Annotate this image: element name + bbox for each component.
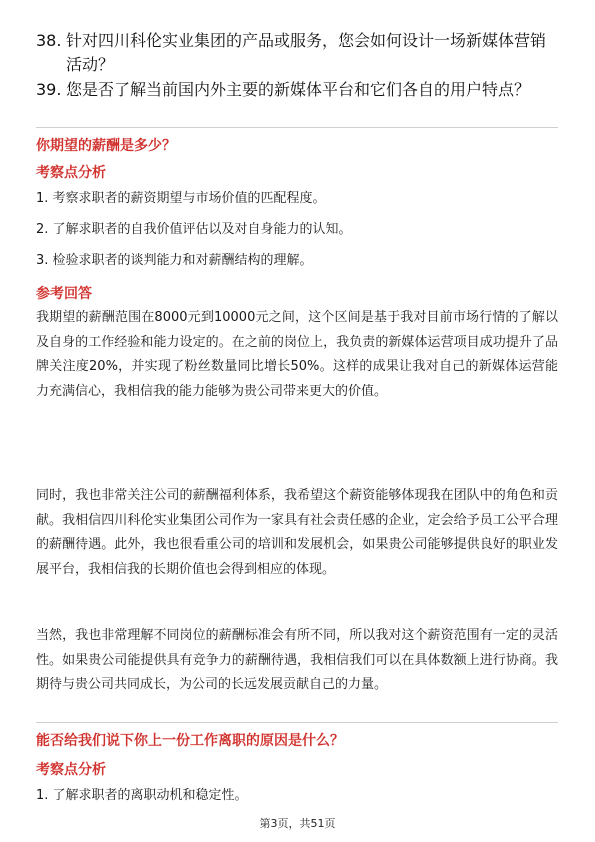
answer-paragraph: 同时，我也非常关注公司的薪酬福利体系，我希望这个薪资能够体现我在团队中的角色和贡献。我相信四川科伦实业集团公司作为一家具有社会责任感的企业，定会给予员工公平合理的薪酬待遇。此外，我也很看重公司的培训和发展机会，如果贵公司能够提供良好的职业发展平台，我相信我的长期价值也会得到相应的体现。 (36, 488, 558, 577)
question-39 (36, 78, 558, 102)
page-footer: 第3页，共51页 (259, 817, 336, 830)
section-title: 能否给我们说下你上一份工作离职的原因是什么？ (36, 733, 344, 749)
section-divider (36, 722, 558, 723)
question-number: 39. (36, 80, 62, 99)
analysis-item: 3. 检验求职者的谈判能力和对薪酬结构的理解。 (36, 253, 313, 268)
question-38 (36, 29, 558, 77)
question-text: 针对四川科伦实业集团的产品或服务，您会如何设计一场新媒体营销活动？ (66, 31, 547, 74)
analysis-item: 2. 了解求职者的自我价值评估以及对自身能力的认知。 (36, 222, 352, 237)
analysis-item: 1. 考察求职者的薪资期望与市场价值的匹配程度。 (36, 191, 326, 206)
answer-paragraph: 当然，我也非常理解不同岗位的薪酬标准会有所不同，所以我对这个薪资范围有一定的灵活性。如果贵公司能提供具有竞争力的薪酬待遇，我相信我们可以在具体数额上进行协商。我期待与贵公司共同成长，为公司的长远发展贡献自己的力量。 (36, 628, 558, 692)
question-text: 您是否了解当前国内外主要的新媒体平台和它们各自的用户特点？ (66, 80, 531, 99)
analysis-item: 1. 了解求职者的离职动机和稳定性。 (36, 788, 248, 803)
section-divider (36, 127, 558, 128)
analysis-heading: 考察点分析 (36, 165, 106, 181)
section-title: 你期望的薪酬是多少？ (36, 138, 176, 154)
answer-heading: 参考回答 (36, 286, 92, 302)
question-number: 38. (36, 31, 62, 50)
answer-paragraph: 我期望的薪酬范围在8000元到10000元之间，这个区间是基于我对目前市场行情的了解以及自身的工作经验和能力设定的。在之前的岗位上，我负责的新媒体运营项目成功提升了品牌关注度20%，并实现了粉丝数量同比增长50%。这样的成果让我对自己的新媒体运营能力充满信心，我相信我的能力能够为贵公司带来更大的价值。 (36, 310, 558, 399)
analysis-heading: 考察点分析 (36, 762, 106, 778)
